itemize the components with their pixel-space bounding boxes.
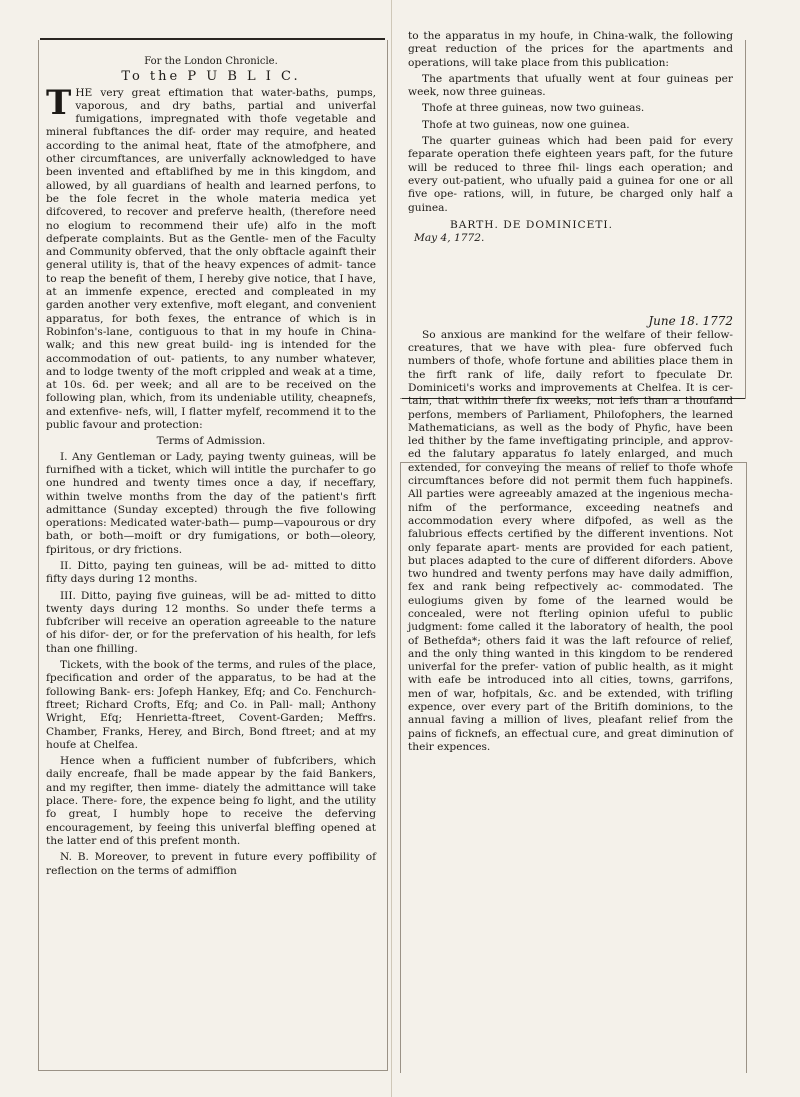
term-three: III. Ditto, paying five guineas, will be ad- mitted to ditto twenty days during 12 months. So under thefe terms a fubfcriber will receive an operation agreeable to the nature of his difor- der, or for the prefervation of his health, for lefs than one fhilling. bbox=[46, 589, 376, 655]
dropcap-letter: T bbox=[46, 82, 72, 123]
intro-text: HE very great eftimation that water-baths, pumps, vaporous, and dry baths, partial and univerfal fumigations, impregnated with thofe vegetable and mineral fubftances the dif- order may require, and heated according to the animal heat, ftate of the atmofphere, and other circumftances, are univerfally acknowledged to have been invented and eftablifhed by me in this kingdom, and allowed, by all guardians of health and learned perfons, to be the fole fecret in the whole materia medica yet difcovered, to recover and preferve health, (therefore need no elogium to recommend their ufe) alfo in the moft defperate complaints. But as the Gentle- men of the Faculty and Community obferved, that the only obftacle againft their general utility is, that of the heavy expences of admit- tance to reap the benefit of them, I hereby give notice, that I have, at an immenfe expence, erected and compleated in my garden another very extenfive, moft elegant, and convenient apparatus, for both fexes, the entrance of which is in Robinfon's-lane, contiguous to that in my houfe in China-walk; and this new great build- ing is intended for the accommodation of out- patients, to any number whatever, and to lodge twenty of the moft crippled and weak at a time, at 10s. 6d. per week; and all are to be received on the following plan, which, from its undeniable utility, cheapnefs, and extenfive- nefs, will, I flatter myfelf, recommend it to the public favour and protection: bbox=[46, 86, 376, 432]
second-article: So anxious are mankind for the welfare of their fellow-creatures, that we have with plea- fure obferved fuch numbers of thofe, whofe fortune and abilities place them in the firft rank of life, daily refort to fpeculate Dr. Dominiceti's works and improvements at Chelfea. It is cer- tain, that within thefe fix weeks, not lefs than a thoufand perfons, members of Parliament, Philofophers, the learned Mathematicians, as well as the body of Phyfic, have been led thither by the fame inveftigating principle, and approv- ed the falutary apparatus fo lately enlarged, and much extended, for conveying the means of relief to thofe whofe circumftances before did not permit them fuch happinefs. All parties were agreeably amazed at the ingenious mecha- nifm of the performance, exceeding neatnefs and accommodation every where difpofed, as well as the falubrious effects certified by the different inventions. Not only feparate apart- ments are provided for each patient, but places adapted to the cure of different diforders. Above two hundred and twenty perfons may have daily admiffion, fex and rank being refpectively ac- commodated. The eulogiums given by fome of the learned would be concealed, were not fterling opinion ufeful to public judgment: fome called it the laboratory of health, the pool of Bethefda*; others faid it was the laft refource of relief, and the only thing wanted in this kingdom to be rendered univerfal for the prefer- vation of public health, as it might with eafe be introduced into all cities, towns, garrifons, men of war, hofpitals, &c. and be extended, with trifling expence, over every part of the Britifh dominions, to the annual faving a million of lives, pleafant relief from the pains of ficknefs, an effectual cure, and great diminution of their expences. bbox=[408, 328, 733, 753]
tickets-paragraph: Tickets, with the book of the terms, and rules of the place, fpecification and order of the apparatus, to be had at the following Bank- ers: Jofeph Hankey, Efq; and Co. Fenchurch- ftreet; Richard Crofts, Efq; and Co. in Pall- mall; Anthony Wright, Efq; Henrietta-ftreet, Covent-Garden; Meffrs. Chamber, Franks, Herey, and Birch, Bond ftreet; and at my houfe at Chelfea. bbox=[46, 659, 376, 751]
apartment-price-3: Thofe at two guineas, now one guinea. bbox=[422, 118, 630, 131]
terms-heading: Terms of Admission. bbox=[156, 435, 266, 448]
to-the-public-title: To the P U B L I C. bbox=[121, 69, 301, 85]
term-one: I. Any Gentleman or Lady, paying twenty guineas, will be furnifhed with a ticket, which will intitle the purchafer to go one hundred and twenty times once a day, if neceffary, within twelve months from the day of the patient's firft admittance (Sunday excepted) through the five following operations: Medicated water-bath— pump—vapourous or dry bath, or both—moift or dry fumigations, or both—oleory, fpiritous, or dry frictions. bbox=[46, 450, 376, 556]
apartment-price-1: The apartments that ufually went at four guineas per week, now three guineas. bbox=[408, 72, 733, 99]
signature: BARTH. DE DOMINICETI. bbox=[450, 218, 613, 231]
handwritten-date: June 18. 1772 bbox=[648, 314, 733, 329]
column-divider bbox=[391, 0, 392, 1097]
header-line: For the London Chronicle. bbox=[144, 56, 278, 67]
term-two: II. Ditto, paying ten guineas, will be ad- mitted to ditto fifty days during 12 months. bbox=[46, 559, 376, 586]
nota-bene-paragraph: N. B. Moreover, to prevent in future every poffibility of reflection on the terms of admiffion bbox=[46, 851, 376, 877]
continuation-paragraph: to the apparatus in my houfe, in China-walk, the following great reduction of the prices for the apartments and operations, will take place from this publication: bbox=[408, 30, 733, 69]
apartment-price-2: Thofe at three guineas, now two guineas. bbox=[422, 102, 645, 115]
right-column bbox=[408, 30, 733, 757]
spacer bbox=[408, 245, 733, 315]
left-column bbox=[46, 55, 376, 881]
hence-paragraph: Hence when a fufficient number of fubfcribers, which daily encreafe, fhall be made appear by the faid Bankers, and my regifter, then imme- diately the admittance will take place. There- fore, the expence being fo light, and the utility fo great, I humbly hope to receive the deferving encouragement, by feeing this univerfal bleffing opened at the latter end of this prefent month. bbox=[46, 755, 376, 847]
apartment-price-4: The quarter guineas which had been paid for every feparate operation thefe eighteen years paft, for the future will be reduced to three fhil- lings each operation; and every out-patient, who ufually paid a guinea for one or all five ope- rations, will, in future, be charged only half a guinea. bbox=[408, 135, 733, 214]
notice-date: May 4, 1772. bbox=[414, 232, 485, 245]
intro-paragraph bbox=[46, 82, 376, 433]
